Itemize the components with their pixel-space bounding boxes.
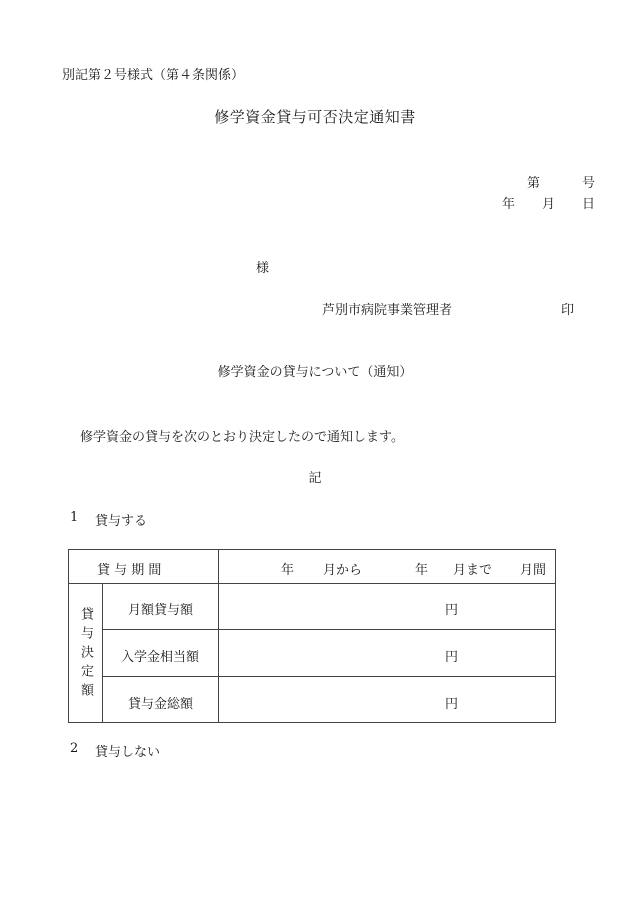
period-month-to: 月まで [453, 563, 493, 578]
doc-number-go: 号 [582, 176, 596, 191]
row-monthly-amount-label: 月額貸与額 [128, 603, 194, 618]
period-month-from: 月から [323, 563, 363, 578]
date-year: 年 [502, 197, 516, 212]
decision-amount-label-text: 貸与決定額 [78, 606, 93, 702]
seal-mark: 印 [561, 303, 575, 318]
recipient-honorific: 様 [256, 261, 270, 276]
ki-heading: 記 [308, 471, 322, 486]
loan-decision-table [68, 549, 556, 723]
period-year-2: 年 [415, 563, 429, 578]
period-year-1: 年 [281, 563, 295, 578]
item-1-text: 貸与する [95, 514, 148, 529]
period-months: 月間 [520, 563, 547, 578]
item-2-number: 2 [70, 741, 79, 756]
decision-amount-label [69, 584, 102, 724]
date-day: 日 [582, 197, 596, 212]
row-admission-amount-unit: 円 [445, 650, 459, 665]
date-month: 月 [542, 197, 556, 212]
row-total-amount-label: 貸与金総額 [128, 697, 194, 712]
table-divider-row1 [102, 629, 556, 630]
body-text: 修学資金の貸与を次のとおり決定したので通知します。 [80, 430, 404, 445]
row-total-amount-unit: 円 [445, 697, 459, 712]
row-admission-amount-label: 入学金相当額 [121, 650, 200, 665]
period-label: 貸 与 期 間 [97, 563, 162, 578]
table-divider-header [69, 583, 556, 584]
table-divider-vertical-label [102, 583, 103, 723]
table-divider-label-column [218, 550, 219, 723]
document-title: 修学資金貸与可否決定通知書 [214, 108, 416, 126]
form-label: 別記第２号様式（第４条関係） [62, 68, 245, 83]
item-2-text: 貸与しない [95, 745, 161, 760]
doc-number-dai: 第 [527, 176, 541, 191]
item-1-number: 1 [70, 510, 79, 525]
subject-line: 修学資金の貸与について（通知） [217, 365, 413, 380]
row-monthly-amount-unit: 円 [445, 603, 459, 618]
issuer-name: 芦別市病院事業管理者 [322, 303, 453, 318]
table-divider-row2 [102, 676, 556, 677]
